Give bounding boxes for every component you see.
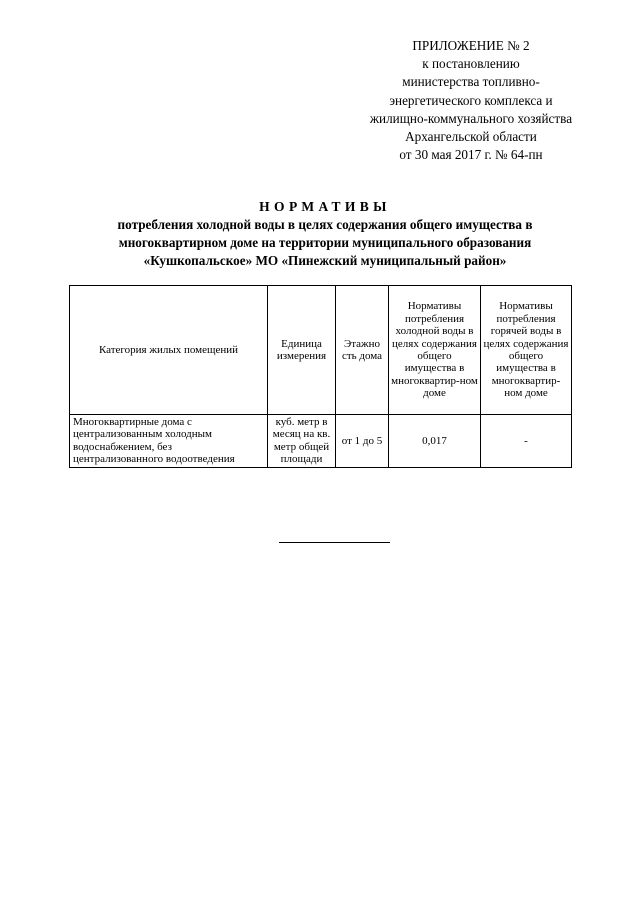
- table-header-row: [70, 286, 572, 415]
- appendix-line: энергетического комплекса и: [389, 92, 553, 108]
- appendix-line: к постановлению: [422, 56, 520, 72]
- appendix-number: ПРИЛОЖЕНИЕ № 2: [412, 38, 530, 53]
- header-floors: Этажно сть дома: [336, 286, 389, 415]
- table-row: [70, 415, 572, 468]
- norms-table: [69, 285, 572, 468]
- cell-unit: куб. метр в месяц на кв. метр общей площади: [268, 415, 336, 468]
- title-main: НОРМАТИВЫ: [259, 199, 391, 214]
- header-cold-water-norm: Нормативы потребления холодной воды в целях содержания общего имущества в многоквартир-ном доме: [389, 286, 481, 415]
- cell-cold-water-value: 0,017: [389, 415, 481, 468]
- cell-hot-water-value: -: [481, 415, 572, 468]
- document-title: [40, 198, 610, 269]
- header-unit: Единица измерения: [268, 286, 336, 415]
- header-hot-water-norm: Нормативы потребления горячей воды в целях содержания общего имущества в многоквартир-ном доме: [481, 286, 572, 415]
- appendix-line: министерства топливно-: [402, 74, 540, 90]
- title-subtitle-line: потребления холодной воды в целях содержания общего имущества в: [117, 217, 533, 232]
- appendix-header: [330, 37, 612, 164]
- title-subtitle-line: «Кушкопальское» МО «Пинежский муниципальный район»: [143, 252, 507, 268]
- cell-category: Многоквартирные дома с централизованным холодным водоснабжением, без централизованного водоотведения: [70, 415, 268, 468]
- appendix-line: Архангельской области: [405, 129, 537, 145]
- signature-line-divider: [279, 542, 390, 543]
- title-subtitle-line: многоквартирном доме на территории муниципального образования: [118, 234, 532, 250]
- cell-floors: от 1 до 5: [336, 415, 389, 468]
- header-category: Категория жилых помещений: [70, 286, 268, 415]
- appendix-date: от 30 мая 2017 г. № 64-пн: [399, 147, 543, 163]
- appendix-line: жилищно-коммунального хозяйства: [369, 110, 573, 126]
